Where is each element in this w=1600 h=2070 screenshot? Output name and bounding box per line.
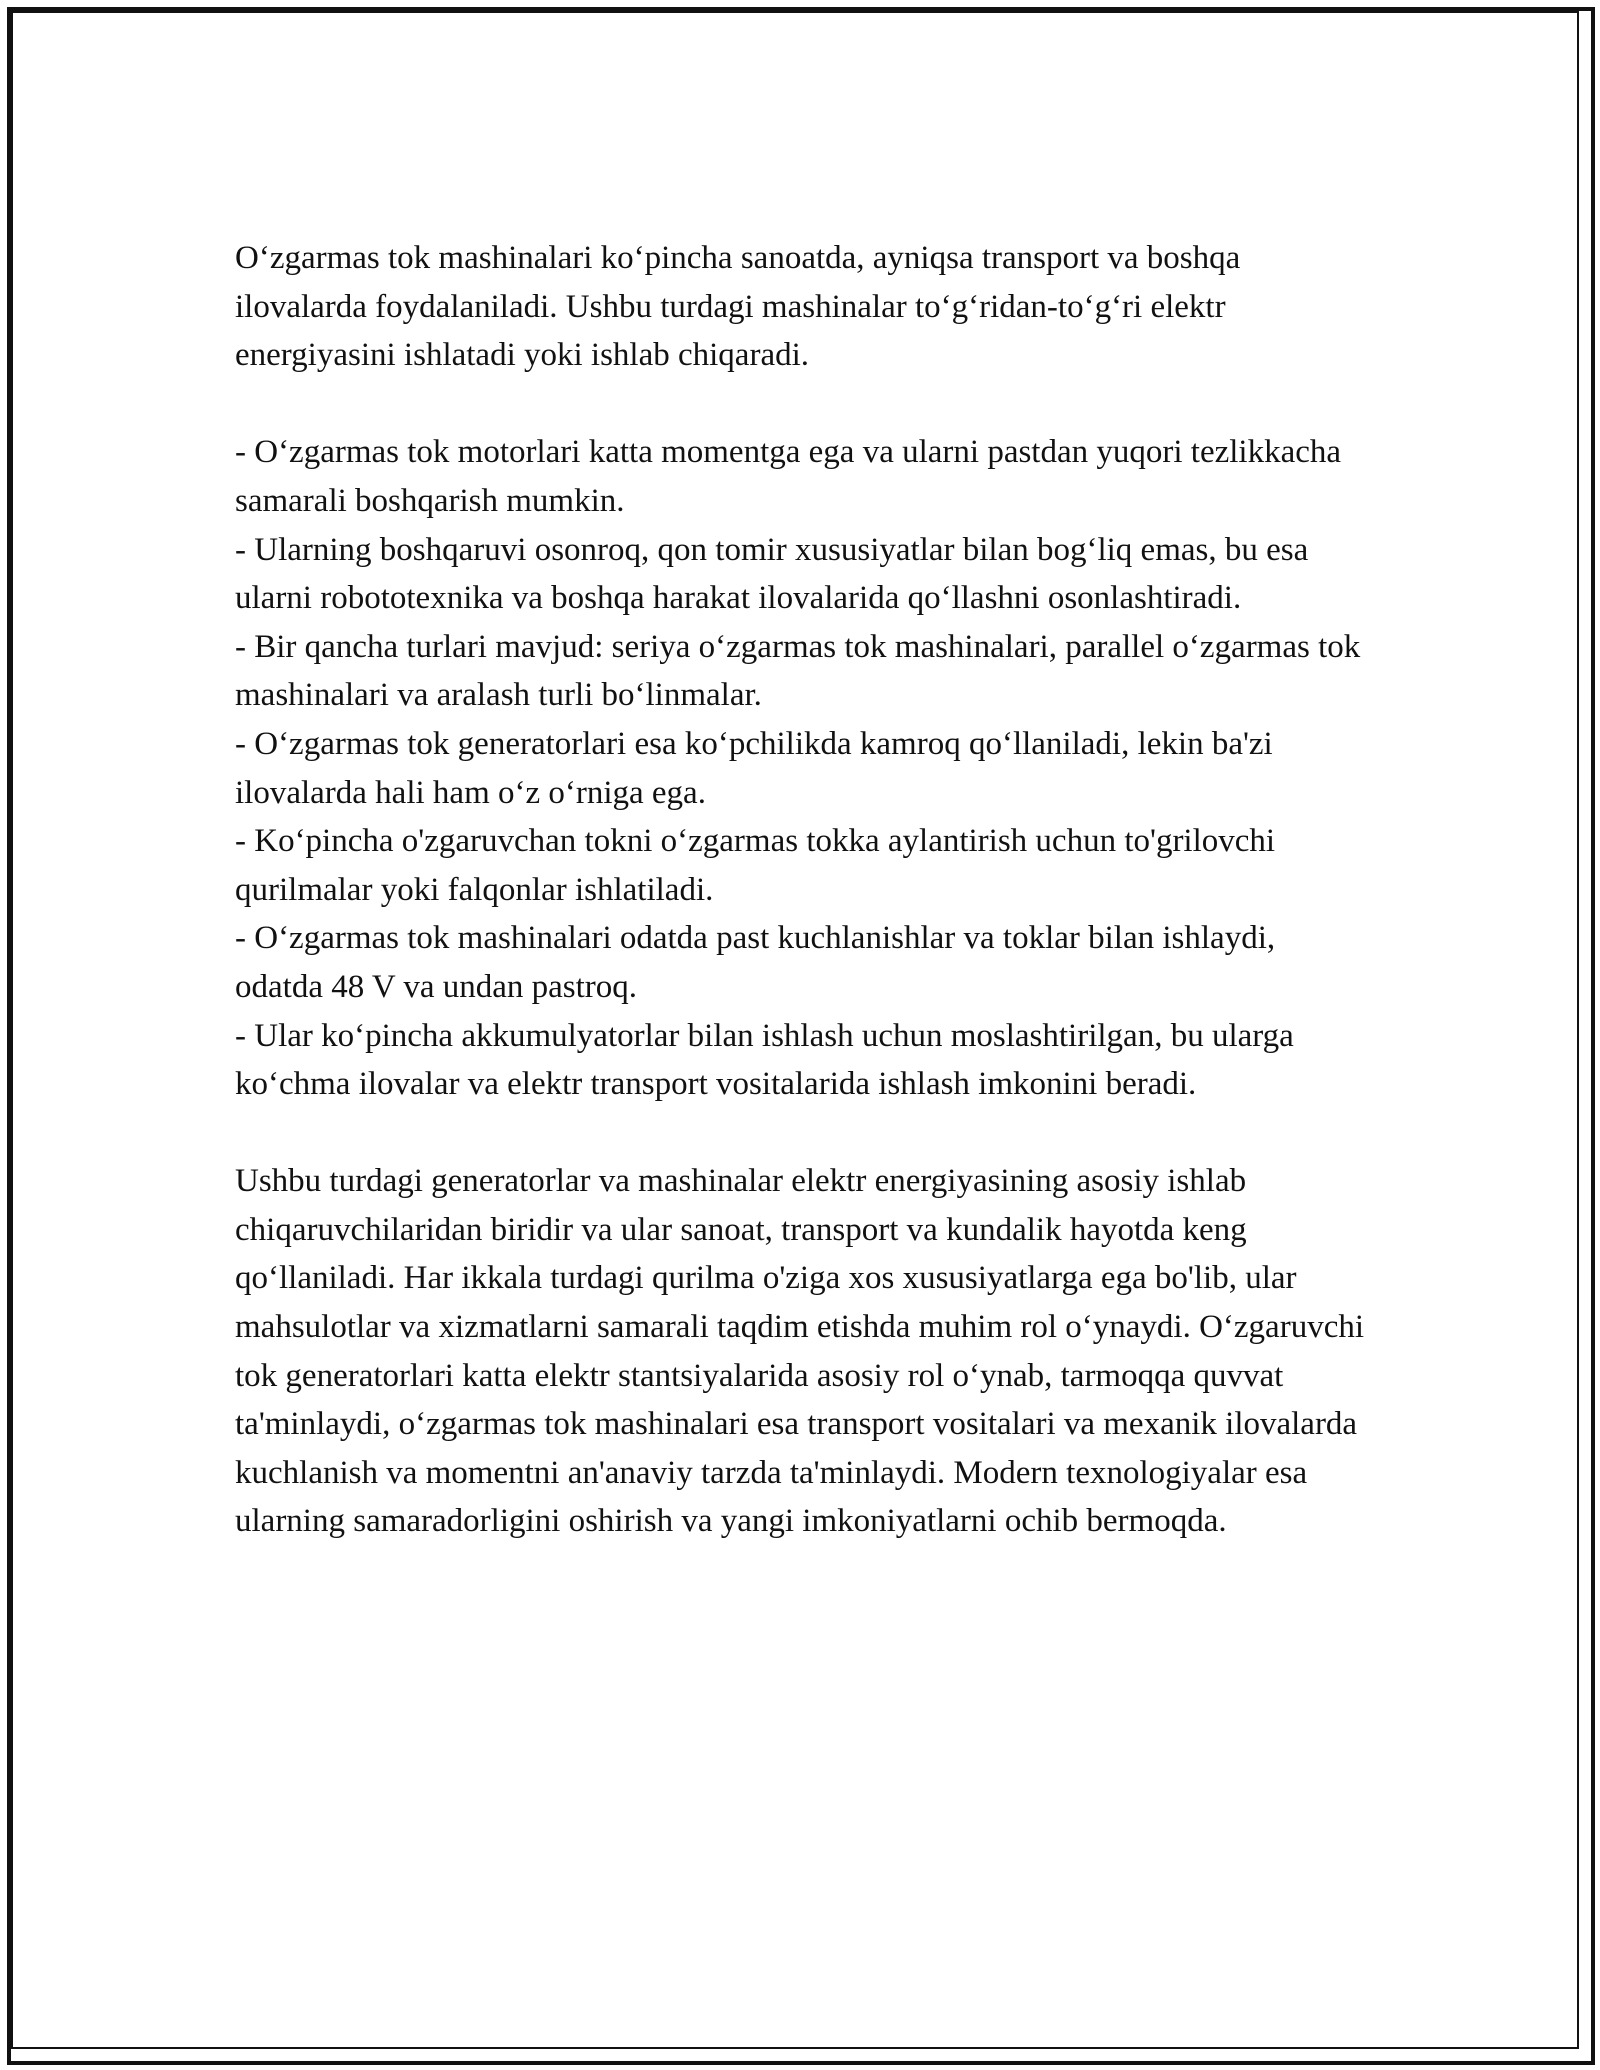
bullet-list xyxy=(235,428,1365,1108)
bullet-item: - Ularning boshqaruvi osonroq, qon tomir xususiyatlar bilan bog‘liq emas, bu esa ularni robototexnika va boshqa harakat ilovalarida qo‘llashni osonlashtiradi. xyxy=(235,531,1309,617)
bullet-item: - Ular ko‘pincha akkumulyatorlar bilan ishlash uchun moslashtirilgan, bu ularga ko‘chma ilovalar va elektr transport vositalarida ishlash imkonini beradi. xyxy=(235,1017,1294,1103)
bullet-item: - O‘zgarmas tok motorlari katta momentga ega va ularni pastdan yuqori tezlikkacha samarali boshqarish mumkin. xyxy=(235,434,1342,519)
document-body xyxy=(235,234,1365,1546)
bullet-item: - Bir qancha turlari mavjud: seriya o‘zgarmas tok mashinalari, parallel o‘zgarmas tok mashinalari va aralash turli bo‘linmalar. xyxy=(235,628,1361,714)
paragraph-spacer xyxy=(235,380,1365,429)
bullet-item: - O‘zgarmas tok generatorlari esa ko‘pchilikda kamroq qo‘llaniladi, lekin ba'zi ilovalarda hali ham o‘z o‘rniga ega. xyxy=(235,725,1273,811)
intro-paragraph: O‘zgarmas tok mashinalari ko‘pincha sanoatda, ayniqsa transport va boshqa ilovalarda foydalaniladi. Ushbu turdagi mashinalar to‘g‘ridan-to‘g‘ri elektr energiyasini ishlatadi yoki ishlab chiqaradi. xyxy=(235,240,1241,374)
bullet-item: - Ko‘pincha o'zgaruvchan tokni o‘zgarmas tokka aylantirish uchun to'grilovchi qurilmalar yoki falqonlar ishlatiladi. xyxy=(235,823,1276,908)
bullet-item: - O‘zgarmas tok mashinalari odatda past kuchlanishlar va toklar bilan ishlaydi, odatda 48 V va undan pastroq. xyxy=(235,920,1276,1005)
paragraph-spacer xyxy=(235,1109,1365,1158)
conclusion-paragraph: Ushbu turdagi generatorlar va mashinalar elektr energiyasining asosiy ishlab chiqaruvchilaridan biridir va ular sanoat, transport va kundalik hayotda keng qo‘llaniladi. Har ikkala turdagi qurilma o'ziga xos xususiyatlarga ega bo'lib, ular mahsulotlar va xizmatlarni samarali taqdim etishda muhim rol o‘ynaydi. O‘zgaruvchi tok generatorlari katta elektr stantsiyalarida asosiy rol o‘ynab, tarmoqqa quvvat ta'minlaydi, o‘zgarmas tok mashinalari esa transport vositalari va mexanik ilovalarda kuchlanish va momentni an'anaviy tarzda ta'minlaydi. Modern texnologiyalar esa ularning samaradorligini oshirish va yangi imkoniyatlarni ochib bermoqda. xyxy=(235,1163,1365,1540)
